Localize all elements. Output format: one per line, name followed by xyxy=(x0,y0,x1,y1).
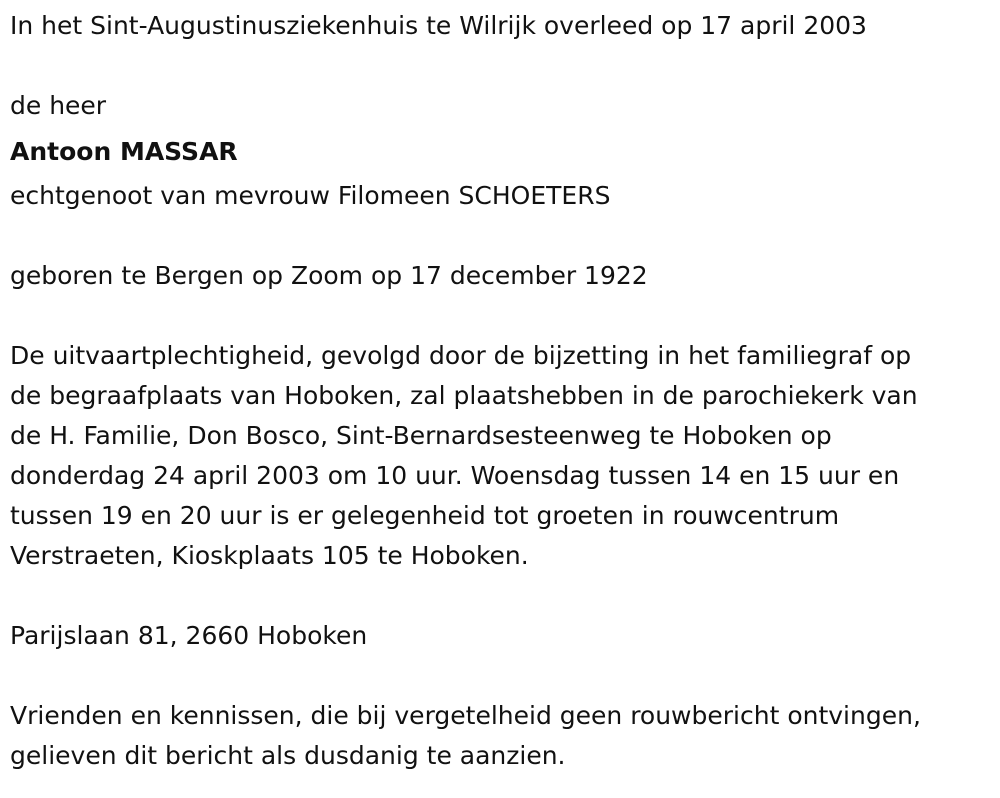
ceremony-paragraph xyxy=(10,336,990,576)
spouse-text: echtgenoot van mevrouw Filomeen SCHOETERS xyxy=(10,181,611,210)
spacer xyxy=(10,216,990,256)
ceremony-line: de H. Familie, Don Bosco, Sint-Bernardsesteenweg te Hoboken op xyxy=(10,421,832,450)
ceremony-line: tussen 19 en 20 uur is er gelegenheid tot groeten in rouwcentrum xyxy=(10,501,840,530)
closing-paragraph xyxy=(10,696,990,776)
ceremony-line: Verstraeten, Kioskplaats 105 te Hoboken. xyxy=(10,541,529,570)
deceased-name: Antoon MASSAR xyxy=(10,137,238,166)
closing-line: Vrienden en kennissen, die bij vergetelheid geen rouwbericht ontvingen, xyxy=(10,701,921,730)
ceremony-line: donderdag 24 april 2003 om 10 uur. Woensdag tussen 14 en 15 uur en xyxy=(10,461,900,490)
spacer xyxy=(10,46,990,86)
spacer xyxy=(10,656,990,696)
salutation-text: de heer xyxy=(10,91,107,120)
intro-text: In het Sint-Augustinusziekenhuis te Wilrijk overleed op 17 april 2003 xyxy=(10,11,867,40)
spacer xyxy=(10,576,990,616)
closing-line: gelieven dit bericht als dusdanig te aanzien. xyxy=(10,741,566,770)
ceremony-line: de begraafplaats van Hoboken, zal plaatshebben in de parochiekerk van xyxy=(10,381,918,410)
ceremony-line: De uitvaartplechtigheid, gevolgd door de bijzetting in het familiegraf op xyxy=(10,341,912,370)
birth-text: geboren te Bergen op Zoom op 17 december 1922 xyxy=(10,261,648,290)
address-text: Parijslaan 81, 2660 Hoboken xyxy=(10,621,368,650)
spacer xyxy=(10,296,990,336)
